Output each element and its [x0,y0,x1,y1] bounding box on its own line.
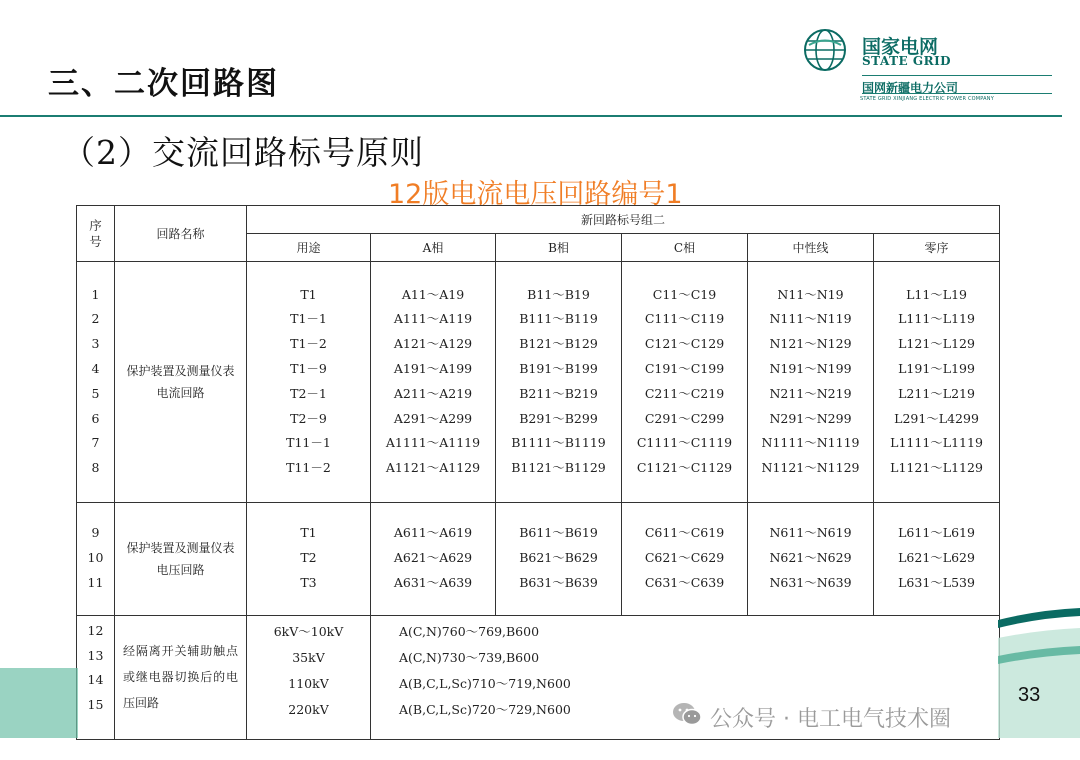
circuit-numbering-table [76,205,999,740]
neutral-value: N621～N629 [769,550,852,566]
zero-seq-value: L631～L539 [898,575,975,591]
phase-a-value: A111～A119 [393,311,473,327]
phase-a-value: A631～A639 [393,575,473,591]
circuit-name: 保护装置及测量仪表电压回路 [126,540,235,577]
zero-seq-cell [874,502,1000,615]
row-number: 15 [87,697,104,713]
circuit-name: 保护装置及测量仪表电流回路 [126,363,235,400]
header-seq [77,206,115,262]
current-circuit-section [77,262,1000,503]
usage-cell [247,615,371,739]
neutral-value: N11～N19 [777,286,844,302]
phase-c-value: C621～C629 [644,550,725,566]
neutral-value: N631～N639 [769,575,852,591]
phase-c-cell [622,502,748,615]
phase-b-cell [496,502,622,615]
usage-value: T3 [300,575,317,591]
phase-b-value: B611～B619 [519,525,598,541]
neutral-value: N1111～N1119 [761,435,860,451]
header-phase-a: A相 [371,234,496,262]
zero-seq-value: L211～L219 [898,385,975,401]
page-number: 33 [1018,684,1041,706]
zero-seq-value: L611～L619 [898,525,975,541]
decor-teal-stripes [998,608,1080,748]
section-title: 三、二次回路图 [48,66,279,102]
header-usage: 用途 [247,234,371,262]
phase-b-value: B631～B639 [519,575,598,591]
header-zero-sequence: 零序 [874,234,1000,262]
phase-c-value: C111～C119 [644,311,725,327]
numbering-value: A(C,N)760～769,B600 [399,623,540,639]
phase-c-value: C211～C219 [644,385,725,401]
neutral-value: N611～N619 [769,525,852,541]
phase-a-cell [371,262,496,503]
seq-cell [77,262,115,503]
numbering-value: A(B,C,L,Sc)710～719,N600 [399,675,571,691]
row-number: 12 [87,622,104,638]
usage-value: T1 [300,525,317,541]
header-phase-b: B相 [496,234,622,262]
header-group: 新回路标号组二 [247,206,1000,234]
watermark-text: 公众号 · 电工电气技术圈 [710,706,951,732]
phase-b-value: B11～B19 [527,286,590,302]
zero-seq-value: L121～L129 [898,336,975,352]
phase-c-value: C1121～C1129 [636,460,733,476]
neutral-value: N191～N199 [769,360,852,376]
numbering-value: A(B,C,L,Sc)720～729,N600 [399,701,571,717]
phase-c-value: C1111～C1119 [636,435,733,451]
circuit-name: 经隔离开关辅助触点或继电器切换后的电压回路 [123,644,238,711]
usage-cell [247,262,371,503]
header-circuit-name: 回路名称 [115,206,247,262]
sub-brand-name-cn: 国网新疆电力公司 [862,81,959,95]
phase-c-value: C191～C199 [644,360,725,376]
zero-seq-value: L291～L4299 [894,410,979,426]
phase-b-value: B191～B199 [519,360,598,376]
neutral-value: N121～N129 [769,336,852,352]
phase-a-cell [371,502,496,615]
usage-cell [247,502,371,615]
row-number: 10 [87,550,104,566]
wechat-icon [672,701,702,733]
phase-c-cell [622,262,748,503]
circuit-name-cell [115,615,247,739]
phase-c-value: C121～C129 [644,336,725,352]
numbering-value: A(C,N)730～739,B600 [399,649,540,665]
usage-value: T11－2 [286,460,331,476]
row-number: 14 [87,672,104,688]
zero-seq-value: L191～L199 [898,360,975,376]
phase-b-value: B621～B629 [519,550,598,566]
brand-divider [862,93,1052,94]
usage-value: T1－1 [290,311,327,327]
seq-cell [77,615,115,739]
phase-a-value: A621～A629 [393,550,473,566]
row-number: 13 [87,647,104,663]
row-number: 4 [91,360,100,376]
phase-a-value: A11～A19 [401,286,465,302]
table-caption: 12版电流电压回路编号1 [388,179,683,210]
usage-value: T2－1 [290,385,327,401]
zero-seq-value: L1121～L1129 [890,460,983,476]
usage-value: T1 [300,286,317,302]
zero-seq-value: L11～L19 [906,286,967,302]
header-seq-text: 序号 [89,217,102,249]
phase-b-cell [496,262,622,503]
row-number: 1 [91,286,100,302]
phase-b-value: B121～B129 [519,336,598,352]
circuit-name-cell [115,502,247,615]
neutral-value: N211～N219 [769,385,852,401]
usage-value: 220kV [288,701,329,717]
usage-value: T11－1 [286,435,331,451]
phase-a-value: A1111～A1119 [385,435,481,451]
neutral-cell [748,502,874,615]
slide-subtitle: （2）交流回路标号原则 [62,133,424,172]
phase-c-value: C291～C299 [644,410,725,426]
phase-a-value: A611～A619 [393,525,473,541]
phase-b-value: B1121～B1129 [511,460,606,476]
row-number: 11 [87,575,104,591]
zero-seq-cell [874,262,1000,503]
brand-divider [862,75,1052,76]
zero-seq-value: L621～L629 [898,550,975,566]
phase-c-value: C631～C639 [644,575,725,591]
row-number: 3 [91,336,100,352]
circuit-name-cell [115,262,247,503]
usage-value: T1－9 [290,360,327,376]
usage-value: 35kV [292,649,325,665]
row-number: 8 [91,460,100,476]
usage-value: T1－2 [290,336,327,352]
usage-value: 110kV [288,675,329,691]
watermark [672,700,951,734]
phase-c-value: C611～C619 [644,525,725,541]
phase-b-value: B291～B299 [519,410,598,426]
phase-a-value: A191～A199 [393,360,473,376]
phase-a-value: A211～A219 [393,385,473,401]
header-neutral: 中性线 [748,234,874,262]
row-number: 9 [91,525,100,541]
phase-b-value: B1111～B1119 [511,435,606,451]
zero-seq-value: L111～L119 [898,311,975,327]
voltage-circuit-section [77,502,1000,615]
usage-value: T2 [300,550,317,566]
phase-c-value: C11～C19 [652,286,717,302]
brand-name-cn: 国家电网 [862,36,939,58]
neutral-value: N111～N119 [769,311,852,327]
seq-cell [77,502,115,615]
row-number: 7 [91,435,100,451]
brand-name-en: STATE GRID [862,54,952,68]
neutral-value: N1121～N1129 [761,460,860,476]
row-number: 5 [91,385,100,401]
phase-a-value: A291～A299 [393,410,473,426]
usage-value: 6kV～10kV [273,623,344,639]
phase-b-value: B111～B119 [519,311,598,327]
phase-a-value: A1121～A1129 [385,460,481,476]
row-number: 6 [91,410,100,426]
phase-a-value: A121～A129 [393,336,473,352]
neutral-cell [748,262,874,503]
phase-b-value: B211～B219 [519,385,598,401]
zero-seq-value: L1111～L1119 [890,435,983,451]
header-phase-c: C相 [622,234,748,262]
state-grid-globe-icon [803,28,847,72]
usage-value: T2－9 [290,410,327,426]
sub-brand-name-en: STATE GRID XINJIANG ELECTRIC POWER COMPANY [860,96,994,102]
header-divider [0,115,1062,117]
row-number: 2 [91,311,100,327]
neutral-value: N291～N299 [769,410,852,426]
decor-teal-block [0,668,78,738]
